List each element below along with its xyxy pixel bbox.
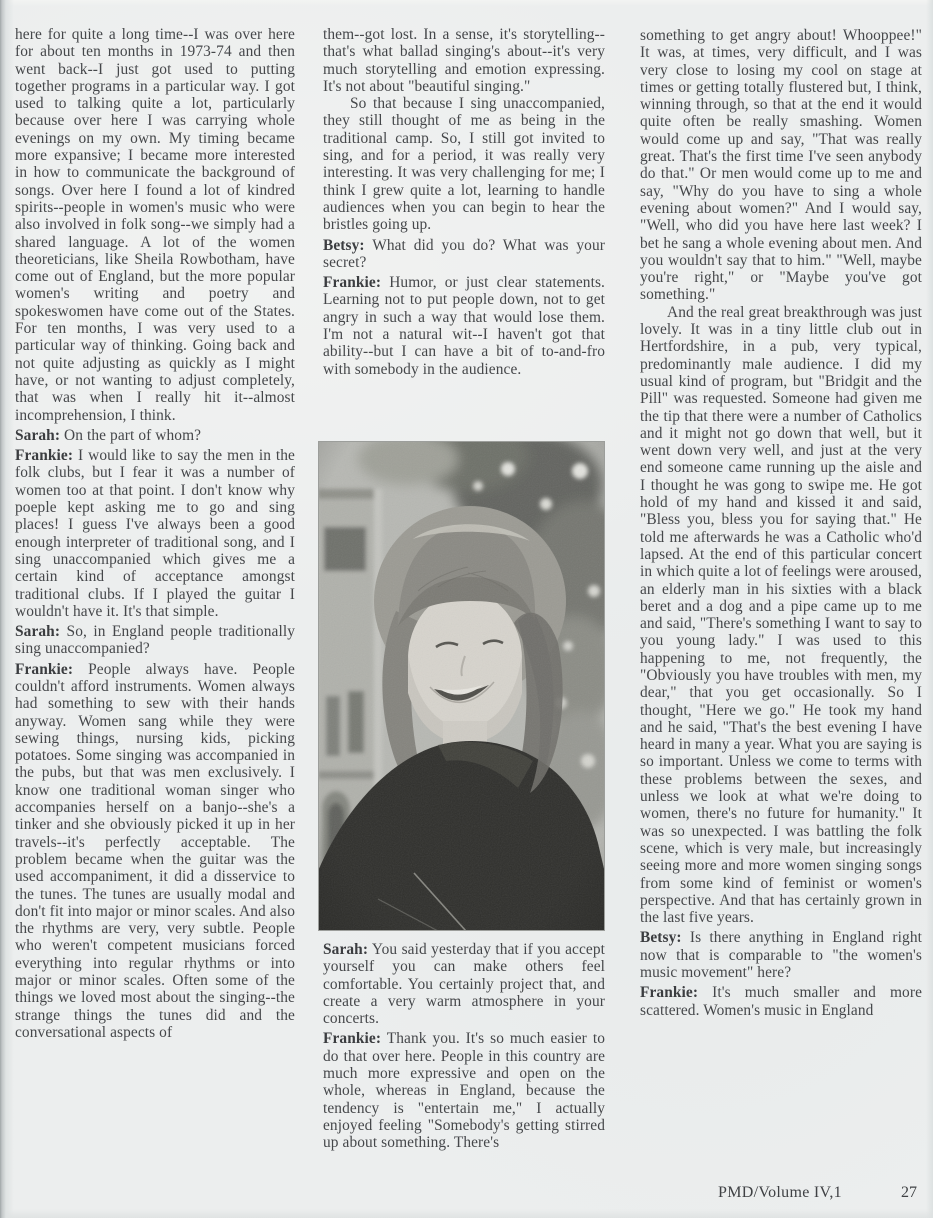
paragraph-text: Is there anything in England right now that is comparable to "the women's music movement" here? xyxy=(640,929,922,982)
body-paragraph xyxy=(323,26,605,95)
paragraph-text: People always have. People couldn't afford instruments. Women always had something to sew with their hands anyway. Women sang while they were sewing things, nursing kids, picking potatoes. Some singing was accompanied in the pubs, but that was men exclusively. I know one traditional woman singer who accompanies herself on a banjo--she's a tinker and she obviously picked it up in her travels--it's perfectly acceptable. The problem became when the guitar was the used accompaniment, it did a disservice to the tunes. The tunes are usually modal and don't fit into major or minor scales. And also the rhythms are very, very subtle. People who weren't competent musicians forced everything into regular rhythms or into major or minor scales. Often some of the things we loved most about the singing--the strange things the tunes did and the conversational aspects of xyxy=(15,660,295,1041)
dialogue-paragraph xyxy=(323,941,605,1027)
body-paragraph xyxy=(640,304,922,927)
speaker-name: Sarah: xyxy=(323,941,369,958)
paragraph-text: What did you do? What was your secret? xyxy=(323,236,605,271)
paragraph-text: You said yesterday that if you accept yourself you can make others feel comfortable. You certainly project that, and create a very warm atmosphere in your concerts. xyxy=(323,941,605,1028)
paragraph-text: them--got lost. In a sense, it's storytelling--that's what ballad singing's about--it's very much storytelling and emotion expressing. It's not about "beautiful singing." xyxy=(323,26,605,95)
speaker-name: Frankie: xyxy=(15,660,74,678)
speaker-name: Sarah: xyxy=(15,426,61,444)
paragraph-text: On the part of whom? xyxy=(64,426,202,444)
text-column-right xyxy=(640,27,922,1179)
speaker-name: Betsy: xyxy=(323,236,365,254)
speaker-name: Frankie: xyxy=(323,1030,382,1048)
dialogue-paragraph xyxy=(323,237,605,272)
dialogue-paragraph xyxy=(15,427,295,444)
portrait-photo xyxy=(318,441,605,931)
text-column-middle-top xyxy=(323,26,605,440)
paragraph-text: something to get angry about! Whooppee!" It was, at times, very difficult, and I was very close to losing my cool on stage at times or getting totally flustered but, I think, winning through, so that at the end it would quite often be really smashing. Women would come up and say, "That was really great. That's the first time I've seen anybody do that." Or men would come up to me and say, "Why do you have to sing a whole evening about women?" And I would say, "Well, who did you have here last week? I bet he sang a whole evening about men. And you wouldn't say that to him." "Well, maybe you're right," or "Maybe you've got something." xyxy=(640,27,922,304)
portrait-photo-illustration xyxy=(318,441,605,931)
paragraph-text: It's much smaller and more scattered. Women's music in England xyxy=(640,984,922,1019)
speaker-name: Betsy: xyxy=(640,929,682,947)
paragraph-text: I would like to say the men in the folk clubs, but I fear it was a number of women too at that point. I don't know why poeple kept asking me to go and sing places! I guess I've always been a good enough interpreter of traditional song, and I sing unaccompanied which gives me a certain kind of acceptance amongst traditional clubs. If I played the guitar I wouldn't have it. It's that simple. xyxy=(15,447,295,620)
speaker-name: Frankie: xyxy=(15,447,74,465)
text-column-left xyxy=(15,26,295,1178)
speaker-name: Sarah: xyxy=(15,623,61,641)
dialogue-paragraph xyxy=(15,661,295,1042)
dialogue-paragraph xyxy=(640,984,922,1019)
dialogue-paragraph xyxy=(323,274,605,378)
speaker-name: Frankie: xyxy=(640,984,699,1002)
body-paragraph xyxy=(640,27,922,304)
text-column-middle-bottom xyxy=(323,941,605,1177)
paragraph-text: here for quite a long time--I was over here for about ten months in 1973-74 and then went back--I just got used to putting together programs in a particular way. I got used to talking quite a lot, particularly because over here I was carrying whole evenings on my own. My timing became more expansive; I became more interested in how to communicate the background of songs. Over here I found a lot of kindred spirits--people in women's music who were also involved in folk song--we simply had a shared language. A lot of the women theoreticians, like Sheila Rowbotham, have come out of England, but the more popular women's writing and poetry and spokeswomen have come out of the States. For ten months, I was very used to a particular way of thinking. Going back and not quite adjusting as quickly as I might have, or not wanting to adjust completely, that was when I really hit it--almost incomprehension, I think. xyxy=(15,26,295,424)
body-paragraph xyxy=(15,26,295,424)
paragraph-text: Humor, or just clear statements. Learning not to put people down, not to get angry in such a way that would lose them. I'm not a natural wit--I haven't got that ability--but I can have a bit of to-and-fro with somebody in the audience. xyxy=(323,274,605,378)
speaker-name: Frankie: xyxy=(323,274,382,292)
paragraph-text: So that because I sing unaccompanied, they still thought of me as being in the traditional camp. So, I still got invited to sing, and for a period, it was really very interesting. It was very challenging for me; I think I grew quite a lot, learning to handle audiences when you can begin to hear the bristles going up. xyxy=(323,95,605,234)
vignette xyxy=(318,441,605,931)
paragraph-text: So, in England people traditionally sing unaccompanied? xyxy=(15,623,295,658)
journal-volume-label: PMD/Volume IV,1 xyxy=(718,1184,842,1201)
dialogue-paragraph xyxy=(640,929,922,981)
page-number: 27 xyxy=(901,1184,917,1201)
dialogue-paragraph xyxy=(15,447,295,620)
dialogue-paragraph xyxy=(323,1030,605,1151)
paragraph-text: And the real great breakthrough was just lovely. It was in a tiny little club out in Hertfordshire, in a pub, very typical, predominantly male audience. I did my usual kind of program, but "Bridgit and the Pill" was requested. Someone had given me the tip that there were a number of Catholics and it might not go down that well, but it went down very well, and just at the very end someone came running up the aisle and I thought he was gong to swipe me. He got hold of my hand and kissed it and said, "Bless you, bless you for saying that." He told me afterwards he was a Catholic who'd lapsed. At the end of this particular concert in which quite a lot of feelings were aroused, an elderly man in his sixties with a black beret and a dog and a pipe came up to me and said, "There's something I want to say to you young lady." I was used to this happening to me, not frequently, the "Obviously you have troubles with men, my dear," that you get occasionally. So I thought, "Here we go." He took my hand and he said, "That's the best evening I have heard in many a year. What you are saying is so important. Unless we come to terms with these problems between the sexes, and unless we look at what we're doing to women, there's no future for humanity." It was so unexpected. I was battling the folk scene, which is very male, but increasingly seeing more and more women singing songs from some kind of feminist or women's perspective. And that has certainly grown in the last five years. xyxy=(640,303,922,927)
body-paragraph xyxy=(323,95,605,233)
dialogue-paragraph xyxy=(15,623,295,658)
paragraph-text: Thank you. It's so much easier to do that over here. People in this country are much more expressive and open on the whole, whereas in England, because the tendency is "entertain me," I actually enjoyed feeling "Somebody's getting stirred up about something. There's xyxy=(323,1030,605,1152)
